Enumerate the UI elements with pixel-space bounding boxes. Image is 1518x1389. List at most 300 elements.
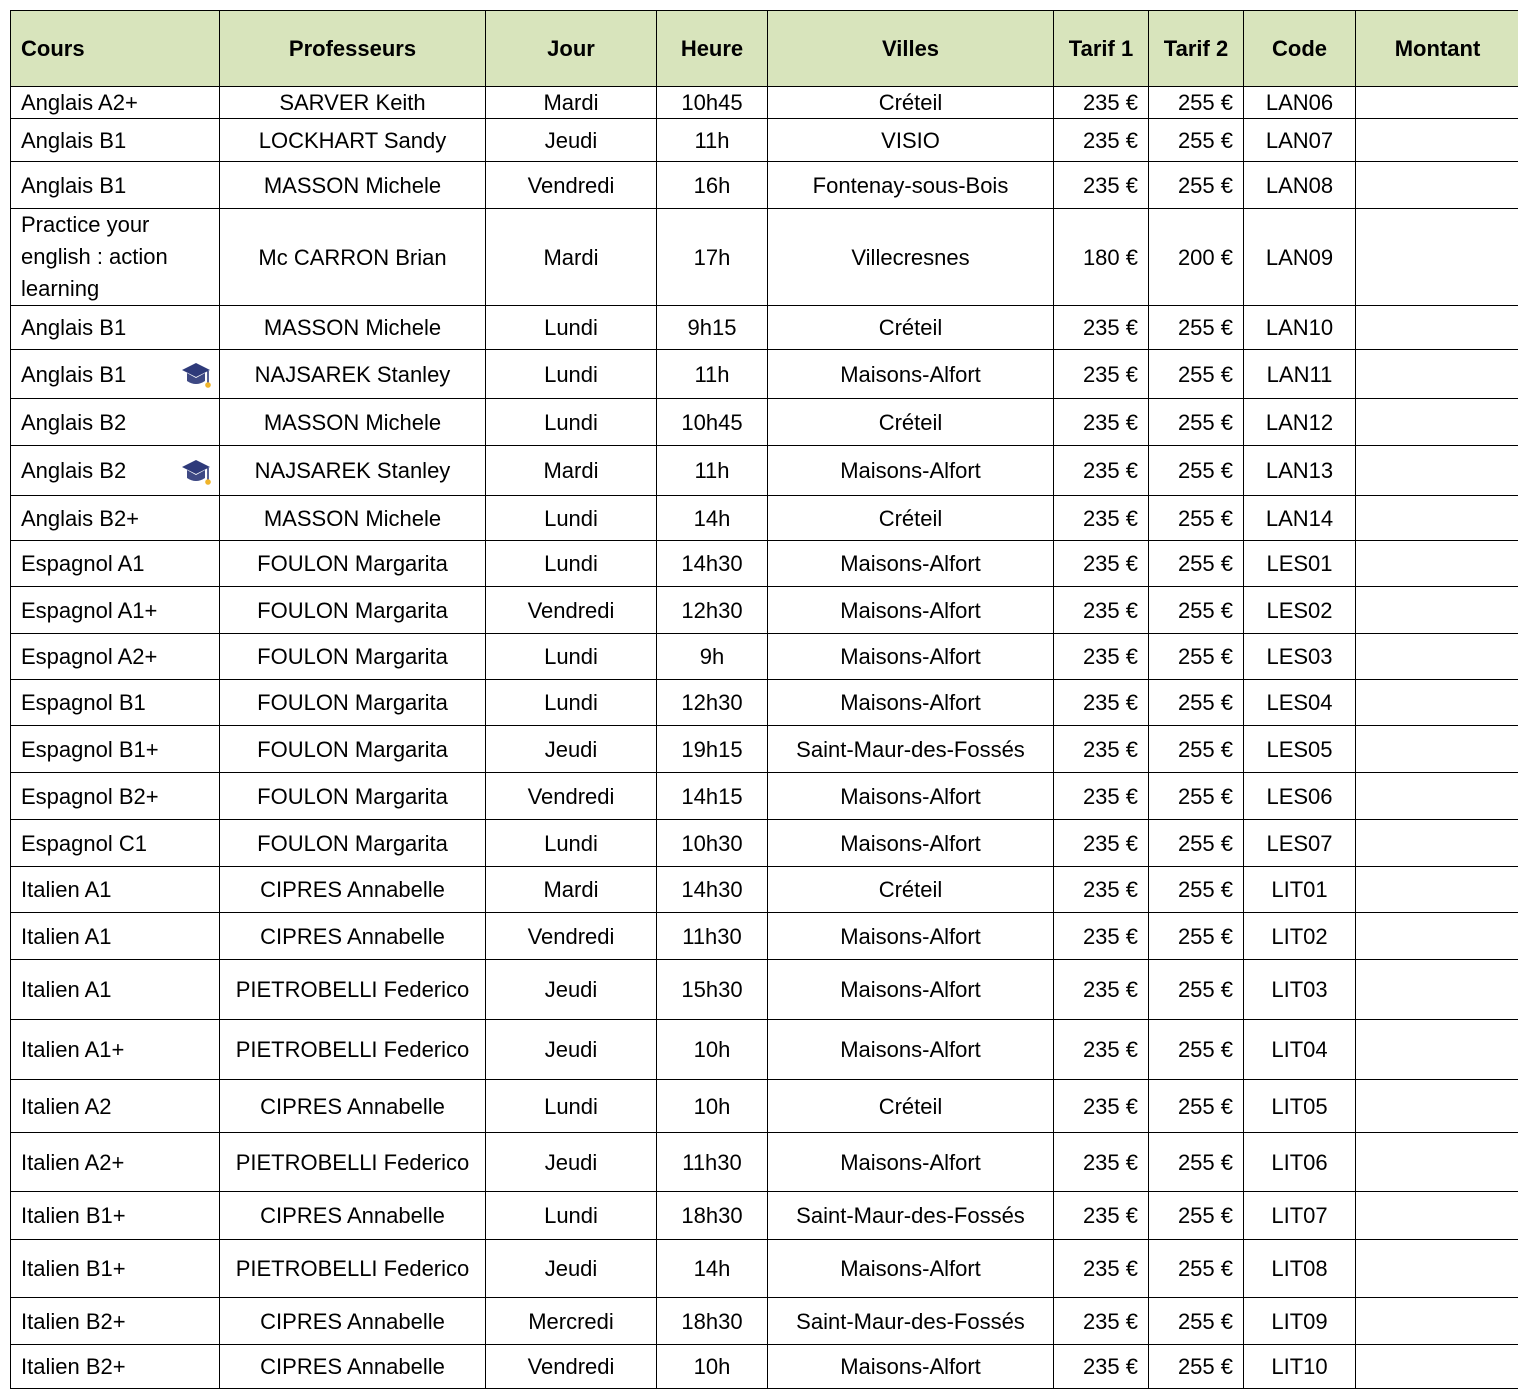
cell-code[interactable]: LAN12	[1244, 399, 1356, 446]
cell-heure[interactable]: 11h30	[657, 913, 768, 960]
cell-montant[interactable]	[1356, 773, 1518, 820]
header-jour: Jour	[486, 11, 657, 87]
cell-heure[interactable]: 11h	[657, 446, 768, 496]
cell-jour[interactable]: Jeudi	[486, 1020, 657, 1080]
cell-code[interactable]: LIT03	[1244, 960, 1356, 1020]
cell-jour[interactable]: Lundi	[486, 1192, 657, 1240]
cell-montant[interactable]	[1356, 1298, 1518, 1345]
cell-jour[interactable]: Mardi	[486, 209, 657, 306]
header-tarif2: Tarif 2	[1149, 11, 1244, 87]
cours-text: Anglais B1	[21, 315, 127, 340]
cell-heure[interactable]: 18h30	[657, 1298, 768, 1345]
table-row	[11, 1345, 1518, 1389]
cours-text: Italien A1	[21, 877, 112, 902]
table-row	[11, 1020, 1518, 1080]
cell-jour[interactable]: Mardi	[486, 87, 657, 119]
cell-cours[interactable]	[11, 1298, 220, 1345]
cours-text: Italien A2	[21, 1093, 112, 1119]
cell-ville[interactable]: Maisons-Alfort	[768, 913, 1054, 960]
cell-jour[interactable]: Jeudi	[486, 1240, 657, 1298]
cell-heure[interactable]: 12h30	[657, 680, 768, 726]
cell-professeur[interactable]: CIPRES Annabelle	[220, 1080, 486, 1133]
cell-code[interactable]: LAN11	[1244, 350, 1356, 399]
cell-tarif1[interactable]: 235 €	[1054, 399, 1149, 446]
cell-montant[interactable]	[1356, 1080, 1518, 1133]
cell-cours[interactable]	[11, 867, 220, 913]
cell-jour[interactable]: Lundi	[486, 634, 657, 680]
cell-tarif1[interactable]: 235 €	[1054, 1298, 1149, 1345]
cell-montant[interactable]	[1356, 496, 1518, 541]
cell-code[interactable]: LIT10	[1244, 1345, 1356, 1389]
cell-code[interactable]: LIT01	[1244, 867, 1356, 913]
cell-tarif2[interactable]: 255 €	[1149, 306, 1244, 350]
cell-ville[interactable]: Maisons-Alfort	[768, 634, 1054, 680]
cell-cours[interactable]	[11, 1020, 220, 1080]
cell-jour[interactable]: Vendredi	[486, 773, 657, 820]
cell-tarif2[interactable]: 255 €	[1149, 1192, 1244, 1240]
cell-tarif2[interactable]: 255 €	[1149, 350, 1244, 399]
cell-montant[interactable]	[1356, 87, 1518, 119]
cell-cours[interactable]	[11, 446, 220, 496]
cell-tarif1[interactable]: 235 €	[1054, 446, 1149, 496]
cell-jour[interactable]: Vendredi	[486, 162, 657, 209]
cell-jour[interactable]: Lundi	[486, 680, 657, 726]
table-row	[11, 541, 1518, 587]
cell-ville[interactable]: Créteil	[768, 399, 1054, 446]
cours-text: Anglais B1	[21, 361, 127, 387]
cell-ville[interactable]: Créteil	[768, 306, 1054, 350]
cell-cours[interactable]	[11, 634, 220, 680]
cell-tarif2[interactable]: 255 €	[1149, 1133, 1244, 1192]
cell-tarif1[interactable]: 235 €	[1054, 587, 1149, 634]
cell-professeur[interactable]: CIPRES Annabelle	[220, 1298, 486, 1345]
cell-tarif1[interactable]: 235 €	[1054, 1192, 1149, 1240]
cell-cours[interactable]	[11, 913, 220, 960]
cell-code[interactable]: LIT07	[1244, 1192, 1356, 1240]
cell-professeur[interactable]: MASSON Michele	[220, 399, 486, 446]
cell-ville[interactable]: Maisons-Alfort	[768, 820, 1054, 867]
cell-tarif2[interactable]: 255 €	[1149, 496, 1244, 541]
cell-cours[interactable]	[11, 1192, 220, 1240]
cell-heure[interactable]: 15h30	[657, 960, 768, 1020]
cell-professeur[interactable]: FOULON Margarita	[220, 773, 486, 820]
cell-code[interactable]: LAN07	[1244, 119, 1356, 162]
cell-code[interactable]: LIT02	[1244, 913, 1356, 960]
cell-ville[interactable]: Maisons-Alfort	[768, 1240, 1054, 1298]
cell-montant[interactable]	[1356, 726, 1518, 773]
table-row	[11, 1133, 1518, 1192]
cell-cours[interactable]	[11, 1240, 220, 1298]
cell-tarif2[interactable]: 255 €	[1149, 680, 1244, 726]
cell-tarif1[interactable]: 235 €	[1054, 496, 1149, 541]
course-table	[10, 10, 1518, 1389]
cell-cours[interactable]	[11, 1080, 220, 1133]
cell-code[interactable]: LAN09	[1244, 209, 1356, 306]
cours-text: Italien A1	[21, 923, 112, 949]
cell-cours[interactable]	[11, 680, 220, 726]
cell-tarif2[interactable]: 255 €	[1149, 162, 1244, 209]
cell-jour[interactable]: Vendredi	[486, 587, 657, 634]
cell-montant[interactable]	[1356, 1345, 1518, 1389]
cell-professeur[interactable]: FOULON Margarita	[220, 634, 486, 680]
cell-tarif2[interactable]: 255 €	[1149, 820, 1244, 867]
cell-tarif1[interactable]: 235 €	[1054, 306, 1149, 350]
cell-code[interactable]: LAN14	[1244, 496, 1356, 541]
cell-tarif1[interactable]: 180 €	[1054, 209, 1149, 306]
cell-professeur[interactable]: LOCKHART Sandy	[220, 119, 486, 162]
table-row	[11, 960, 1518, 1020]
cell-jour[interactable]: Vendredi	[486, 913, 657, 960]
table-row	[11, 306, 1518, 350]
cell-code[interactable]: LAN10	[1244, 306, 1356, 350]
cell-tarif2[interactable]: 255 €	[1149, 87, 1244, 119]
cell-tarif2[interactable]: 255 €	[1149, 913, 1244, 960]
header-professeurs: Professeurs	[220, 11, 486, 87]
cell-ville[interactable]: Maisons-Alfort	[768, 1345, 1054, 1389]
table-row	[11, 446, 1518, 496]
cell-tarif1[interactable]: 235 €	[1054, 634, 1149, 680]
header-villes: Villes	[768, 11, 1054, 87]
cell-ville[interactable]: Maisons-Alfort	[768, 1020, 1054, 1080]
cell-code[interactable]: LES03	[1244, 634, 1356, 680]
cell-code[interactable]: LES05	[1244, 726, 1356, 773]
cell-cours[interactable]	[11, 496, 220, 541]
cell-professeur[interactable]: FOULON Margarita	[220, 587, 486, 634]
cell-ville[interactable]: Maisons-Alfort	[768, 587, 1054, 634]
cours-text: Italien A1+	[21, 1037, 125, 1062]
table-row	[11, 726, 1518, 773]
cell-montant[interactable]	[1356, 119, 1518, 162]
cours-text: Anglais B2	[21, 458, 127, 483]
cell-jour[interactable]: Lundi	[486, 350, 657, 399]
cell-jour[interactable]: Lundi	[486, 399, 657, 446]
cell-montant[interactable]	[1356, 913, 1518, 960]
cell-cours[interactable]	[11, 350, 220, 399]
table-row	[11, 1240, 1518, 1298]
cell-cours[interactable]	[11, 960, 220, 1020]
cell-jour[interactable]: Lundi	[486, 1080, 657, 1133]
cell-professeur[interactable]: SARVER Keith	[220, 87, 486, 119]
table-row	[11, 350, 1518, 399]
cell-ville[interactable]: Maisons-Alfort	[768, 960, 1054, 1020]
cours-text: Espagnol B1+	[21, 736, 159, 762]
table-row	[11, 587, 1518, 634]
cell-jour[interactable]: Lundi	[486, 820, 657, 867]
cell-jour[interactable]: Lundi	[486, 496, 657, 541]
cell-professeur[interactable]: CIPRES Annabelle	[220, 1192, 486, 1240]
cell-professeur[interactable]: PIETROBELLI Federico	[220, 960, 486, 1020]
cell-heure[interactable]: 10h	[657, 1080, 768, 1133]
cours-text: Italien A2+	[21, 1149, 125, 1175]
cours-text: Anglais B1	[21, 172, 127, 198]
cell-heure[interactable]: 19h15	[657, 726, 768, 773]
cell-tarif1[interactable]: 235 €	[1054, 726, 1149, 773]
cell-tarif2[interactable]: 255 €	[1149, 1240, 1244, 1298]
table-row	[11, 773, 1518, 820]
cell-jour[interactable]: Jeudi	[486, 960, 657, 1020]
cell-ville[interactable]: Fontenay-sous-Bois	[768, 162, 1054, 209]
cell-code[interactable]: LES01	[1244, 541, 1356, 587]
cell-tarif2[interactable]: 255 €	[1149, 119, 1244, 162]
cell-professeur[interactable]: FOULON Margarita	[220, 820, 486, 867]
cell-heure[interactable]: 14h	[657, 1240, 768, 1298]
cell-professeur[interactable]: FOULON Margarita	[220, 541, 486, 587]
table-body	[11, 87, 1518, 1389]
cell-heure[interactable]: 14h30	[657, 541, 768, 587]
table-row	[11, 913, 1518, 960]
cours-text: Italien B2+	[21, 1308, 126, 1334]
cell-tarif2[interactable]: 255 €	[1149, 867, 1244, 913]
cell-ville[interactable]: Créteil	[768, 867, 1054, 913]
cell-tarif2[interactable]: 255 €	[1149, 1080, 1244, 1133]
cell-professeur[interactable]: PIETROBELLI Federico	[220, 1133, 486, 1192]
cell-cours[interactable]	[11, 1133, 220, 1192]
cell-heure[interactable]: 14h30	[657, 867, 768, 913]
cell-ville[interactable]: Maisons-Alfort	[768, 1133, 1054, 1192]
cell-jour[interactable]: Mercredi	[486, 1298, 657, 1345]
cell-tarif2[interactable]: 255 €	[1149, 1298, 1244, 1345]
cell-montant[interactable]	[1356, 634, 1518, 680]
cours-text: Italien B1+	[21, 1256, 126, 1281]
cell-tarif2[interactable]: 255 €	[1149, 1020, 1244, 1080]
cell-ville[interactable]: Créteil	[768, 87, 1054, 119]
cours-text: Espagnol C1	[21, 830, 147, 856]
header-cours: Cours	[11, 11, 220, 87]
cell-code[interactable]: LIT08	[1244, 1240, 1356, 1298]
cell-code[interactable]: LAN06	[1244, 87, 1356, 119]
cell-cours[interactable]	[11, 820, 220, 867]
cell-tarif1[interactable]: 235 €	[1054, 1020, 1149, 1080]
cell-jour[interactable]: Mardi	[486, 867, 657, 913]
cell-cours[interactable]	[11, 87, 220, 119]
cell-professeur[interactable]: FOULON Margarita	[220, 680, 486, 726]
cell-ville[interactable]: Saint-Maur-des-Fossés	[768, 1192, 1054, 1240]
cell-cours[interactable]	[11, 209, 220, 306]
cell-ville[interactable]: Créteil	[768, 496, 1054, 541]
cell-code[interactable]: LIT06	[1244, 1133, 1356, 1192]
cell-heure[interactable]: 11h	[657, 350, 768, 399]
cell-heure[interactable]: 9h15	[657, 306, 768, 350]
cours-text: Italien B2+	[21, 1354, 126, 1379]
graduation-cap-icon	[179, 358, 213, 392]
cell-ville[interactable]: Maisons-Alfort	[768, 541, 1054, 587]
cours-text: Italien B1+	[21, 1203, 126, 1228]
table-row	[11, 162, 1518, 209]
cours-text: Italien A1	[21, 977, 112, 1002]
cell-professeur[interactable]: MASSON Michele	[220, 162, 486, 209]
cell-heure[interactable]: 12h30	[657, 587, 768, 634]
header-tarif1: Tarif 1	[1054, 11, 1149, 87]
cell-heure[interactable]: 14h	[657, 496, 768, 541]
table-row	[11, 1298, 1518, 1345]
table-row	[11, 496, 1518, 541]
cell-montant[interactable]	[1356, 587, 1518, 634]
cell-heure[interactable]: 17h	[657, 209, 768, 306]
cell-montant[interactable]	[1356, 209, 1518, 306]
cell-jour[interactable]: Vendredi	[486, 1345, 657, 1389]
cell-montant[interactable]	[1356, 1020, 1518, 1080]
cell-ville[interactable]: Maisons-Alfort	[768, 446, 1054, 496]
cell-heure[interactable]: 11h30	[657, 1133, 768, 1192]
table-row	[11, 209, 1518, 306]
table-row	[11, 820, 1518, 867]
cours-text: Anglais B2	[21, 409, 127, 435]
cell-montant[interactable]	[1356, 306, 1518, 350]
cell-tarif2[interactable]: 255 €	[1149, 960, 1244, 1020]
cell-heure[interactable]: 16h	[657, 162, 768, 209]
cell-montant[interactable]	[1356, 1133, 1518, 1192]
cell-professeur[interactable]: CIPRES Annabelle	[220, 1345, 486, 1389]
cell-tarif1[interactable]: 235 €	[1054, 350, 1149, 399]
cell-jour[interactable]: Jeudi	[486, 1133, 657, 1192]
cell-cours[interactable]	[11, 162, 220, 209]
cell-professeur[interactable]: NAJSAREK Stanley	[220, 446, 486, 496]
header-montant: Montant	[1356, 11, 1518, 87]
cell-tarif1[interactable]: 235 €	[1054, 960, 1149, 1020]
cell-montant[interactable]	[1356, 680, 1518, 726]
cell-cours[interactable]	[11, 119, 220, 162]
cours-text: Espagnol B2+	[21, 783, 159, 809]
cell-montant[interactable]	[1356, 399, 1518, 446]
cell-ville[interactable]: VISIO	[768, 119, 1054, 162]
cell-heure[interactable]: 9h	[657, 634, 768, 680]
cell-tarif1[interactable]: 235 €	[1054, 119, 1149, 162]
table-row	[11, 1080, 1518, 1133]
table-row	[11, 87, 1518, 119]
cours-text: Practice your english : action learning	[21, 212, 168, 301]
cell-montant[interactable]	[1356, 960, 1518, 1020]
cours-text: Espagnol A1+	[21, 597, 158, 623]
cours-text: Espagnol A1	[21, 551, 145, 576]
cell-tarif2[interactable]: 255 €	[1149, 541, 1244, 587]
header-heure: Heure	[657, 11, 768, 87]
cell-code[interactable]: LAN13	[1244, 446, 1356, 496]
cell-heure[interactable]: 11h	[657, 119, 768, 162]
cell-jour[interactable]: Mardi	[486, 446, 657, 496]
cell-cours[interactable]	[11, 399, 220, 446]
cell-montant[interactable]	[1356, 446, 1518, 496]
cell-montant[interactable]	[1356, 1240, 1518, 1298]
cell-heure[interactable]: 18h30	[657, 1192, 768, 1240]
cell-montant[interactable]	[1356, 162, 1518, 209]
cell-ville[interactable]: Maisons-Alfort	[768, 350, 1054, 399]
cell-ville[interactable]: Maisons-Alfort	[768, 680, 1054, 726]
cell-tarif1[interactable]: 235 €	[1054, 541, 1149, 587]
cell-tarif1[interactable]: 235 €	[1054, 162, 1149, 209]
cours-text: Anglais B2+	[21, 505, 140, 531]
table-row	[11, 634, 1518, 680]
table-row	[11, 399, 1518, 446]
cell-code[interactable]: LAN08	[1244, 162, 1356, 209]
cell-ville[interactable]: Saint-Maur-des-Fossés	[768, 726, 1054, 773]
cell-tarif2[interactable]: 255 €	[1149, 1345, 1244, 1389]
table-row	[11, 119, 1518, 162]
table-row	[11, 1192, 1518, 1240]
cours-text: Espagnol B1	[21, 690, 146, 715]
cell-cours[interactable]	[11, 726, 220, 773]
cell-professeur[interactable]: Mc CARRON Brian	[220, 209, 486, 306]
cell-jour[interactable]: Lundi	[486, 306, 657, 350]
cell-code[interactable]: LIT05	[1244, 1080, 1356, 1133]
cell-code[interactable]: LES07	[1244, 820, 1356, 867]
cell-tarif1[interactable]: 235 €	[1054, 1240, 1149, 1298]
cell-heure[interactable]: 10h45	[657, 87, 768, 119]
cell-tarif2[interactable]: 255 €	[1149, 773, 1244, 820]
cell-tarif2[interactable]: 255 €	[1149, 587, 1244, 634]
cell-heure[interactable]: 14h15	[657, 773, 768, 820]
cell-tarif1[interactable]: 235 €	[1054, 820, 1149, 867]
cell-tarif1[interactable]: 235 €	[1054, 867, 1149, 913]
cell-tarif2[interactable]: 200 €	[1149, 209, 1244, 306]
cell-heure[interactable]: 10h	[657, 1020, 768, 1080]
cell-professeur[interactable]: MASSON Michele	[220, 496, 486, 541]
cell-jour[interactable]: Lundi	[486, 541, 657, 587]
cell-code[interactable]: LIT09	[1244, 1298, 1356, 1345]
cell-montant[interactable]	[1356, 867, 1518, 913]
cell-cours[interactable]	[11, 587, 220, 634]
cell-ville[interactable]: Maisons-Alfort	[768, 773, 1054, 820]
cell-ville[interactable]: Villecresnes	[768, 209, 1054, 306]
cell-code[interactable]: LIT04	[1244, 1020, 1356, 1080]
cell-tarif1[interactable]: 235 €	[1054, 1080, 1149, 1133]
header-code: Code	[1244, 11, 1356, 87]
cell-tarif1[interactable]: 235 €	[1054, 773, 1149, 820]
cell-tarif2[interactable]: 255 €	[1149, 399, 1244, 446]
cell-montant[interactable]	[1356, 1192, 1518, 1240]
cell-heure[interactable]: 10h45	[657, 399, 768, 446]
cell-code[interactable]: LES06	[1244, 773, 1356, 820]
cell-ville[interactable]: Créteil	[768, 1080, 1054, 1133]
cell-professeur[interactable]: PIETROBELLI Federico	[220, 1240, 486, 1298]
cell-tarif1[interactable]: 235 €	[1054, 913, 1149, 960]
cell-professeur[interactable]: NAJSAREK Stanley	[220, 350, 486, 399]
cell-tarif2[interactable]: 255 €	[1149, 446, 1244, 496]
cell-cours[interactable]	[11, 1345, 220, 1389]
cell-montant[interactable]	[1356, 541, 1518, 587]
cell-heure[interactable]: 10h30	[657, 820, 768, 867]
cell-code[interactable]: LES02	[1244, 587, 1356, 634]
header-row	[11, 11, 1518, 87]
cell-professeur[interactable]: CIPRES Annabelle	[220, 913, 486, 960]
cell-professeur[interactable]: FOULON Margarita	[220, 726, 486, 773]
cell-cours[interactable]	[11, 773, 220, 820]
cell-professeur[interactable]: MASSON Michele	[220, 306, 486, 350]
cours-text: Anglais B1	[21, 127, 127, 153]
cell-jour[interactable]: Jeudi	[486, 119, 657, 162]
cell-tarif1[interactable]: 235 €	[1054, 1133, 1149, 1192]
cell-tarif1[interactable]: 235 €	[1054, 1345, 1149, 1389]
table-row	[11, 867, 1518, 913]
cell-heure[interactable]: 10h	[657, 1345, 768, 1389]
cell-tarif2[interactable]: 255 €	[1149, 634, 1244, 680]
cell-professeur[interactable]: PIETROBELLI Federico	[220, 1020, 486, 1080]
cell-tarif2[interactable]: 255 €	[1149, 726, 1244, 773]
cell-cours[interactable]	[11, 306, 220, 350]
cell-professeur[interactable]: CIPRES Annabelle	[220, 867, 486, 913]
cours-text: Espagnol A2+	[21, 644, 158, 669]
cell-cours[interactable]	[11, 541, 220, 587]
cell-tarif1[interactable]: 235 €	[1054, 87, 1149, 119]
cell-montant[interactable]	[1356, 820, 1518, 867]
cell-ville[interactable]: Saint-Maur-des-Fossés	[768, 1298, 1054, 1345]
cell-code[interactable]: LES04	[1244, 680, 1356, 726]
graduation-cap-icon	[179, 455, 213, 489]
cell-tarif1[interactable]: 235 €	[1054, 680, 1149, 726]
table-row	[11, 680, 1518, 726]
cours-text: Anglais A2+	[21, 90, 138, 115]
cell-montant[interactable]	[1356, 350, 1518, 399]
cell-jour[interactable]: Jeudi	[486, 726, 657, 773]
